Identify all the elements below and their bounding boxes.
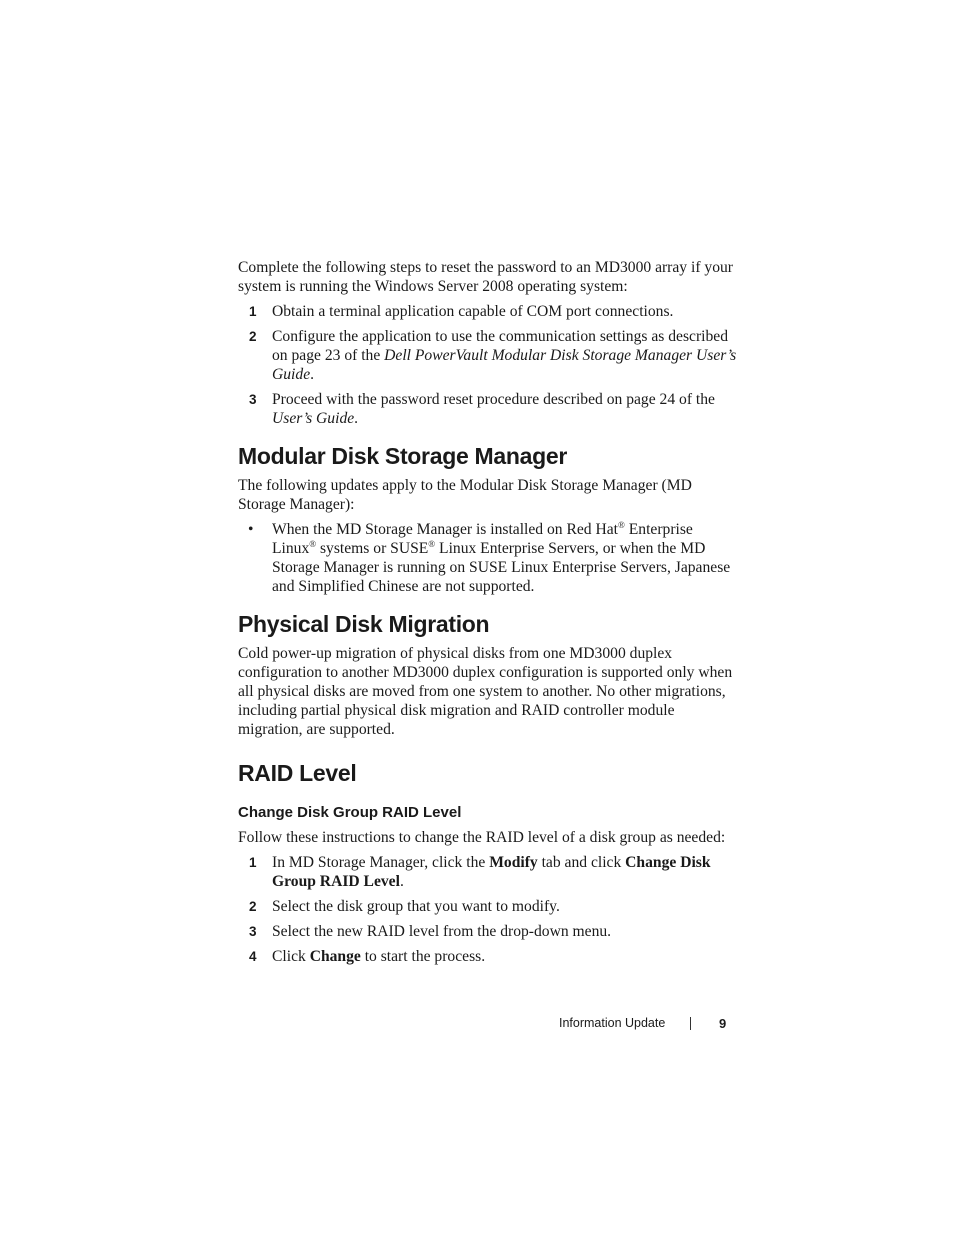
- step-number: 3: [249, 392, 257, 407]
- step-text: Obtain a terminal application capable of COM port connections.: [272, 303, 674, 320]
- ui-term-modify: Modify: [489, 854, 538, 871]
- page-number: 9: [719, 1016, 727, 1031]
- bullet-text-4: Linux Enterprise Servers, or when the MD Storage Manager is running on SUSE Linux Enterprise Servers, Japanese and Simplified Chinese are not supported.: [272, 540, 731, 595]
- reset-step-1: [238, 302, 738, 321]
- raid-step-4: [238, 947, 738, 966]
- step-number: 2: [249, 329, 257, 344]
- guide-title: User’s Guide: [272, 410, 355, 427]
- footer-separator: [690, 1017, 691, 1030]
- intro-paragraph: Complete the following steps to reset the password to an MD3000 array if your system is running the Windows Server 2008 operating system:: [238, 259, 734, 295]
- mdsm-bullet-item: [238, 520, 738, 596]
- heading-raid-level: RAID Level: [238, 760, 357, 786]
- migration-paragraph: Cold power-up migration of physical disks from one MD3000 duplex configuration to another MD3000 duplex configuration is supported only when all physical disks are moved from one system to another. No other migrations, including partial physical disk migration and RAID controller module migration, are supported.: [238, 645, 733, 738]
- bullet-text-2: Enterprise Linux: [272, 521, 693, 557]
- step-number: 3: [249, 924, 257, 939]
- registered-mark: ®: [618, 520, 625, 530]
- raid-step-1: [238, 853, 738, 891]
- reset-step-3: [238, 390, 738, 428]
- raid-intro-paragraph: Follow these instructions to change the RAID level of a disk group as needed:: [238, 829, 726, 846]
- step-text: In MD Storage Manager, click the: [272, 854, 490, 871]
- step-text: Select the new RAID level from the drop-down menu.: [272, 923, 612, 940]
- bullet-text-3: systems or SUSE: [316, 540, 429, 557]
- reset-step-2: [238, 327, 738, 384]
- raid-step-2: [238, 897, 738, 916]
- heading-modular-disk-storage-manager: Modular Disk Storage Manager: [238, 443, 568, 469]
- heading-physical-disk-migration: Physical Disk Migration: [238, 611, 490, 637]
- step-text: Configure the application to use the communication settings as described on page 23 of the: [272, 328, 729, 364]
- guide-title: Dell PowerVault Modular Disk Storage Manager User’s Guide: [272, 347, 737, 383]
- step-number: 4: [249, 949, 257, 964]
- step-text: Select the disk group that you want to modify.: [272, 898, 560, 915]
- page-content: [238, 258, 738, 972]
- step-number: 1: [249, 304, 257, 319]
- step-number: 1: [249, 855, 257, 870]
- footer-title: Information Update: [559, 1016, 666, 1030]
- ui-term-change: Change: [309, 948, 361, 965]
- ui-term-change-disk-group-raid-level: Change Disk Group RAID Level: [272, 854, 711, 890]
- bullet-text-1: When the MD Storage Manager is installed on Red Hat: [272, 521, 619, 538]
- subheading-change-disk-group-raid-level: Change Disk Group RAID Level: [238, 804, 462, 821]
- step-text: Click: [272, 948, 310, 965]
- step-text: Proceed with the password reset procedure described on page 24 of the: [272, 391, 715, 408]
- step-text-end: to start the process.: [360, 948, 486, 965]
- registered-mark: ®: [309, 539, 317, 549]
- bullet-dot: •: [248, 521, 254, 538]
- step-number: 2: [249, 899, 257, 914]
- step-text-end: .: [354, 410, 359, 427]
- raid-step-3: [238, 922, 738, 941]
- step-text: tab and click: [537, 854, 626, 871]
- step-text-end: .: [399, 873, 404, 890]
- mdsm-paragraph: The following updates apply to the Modular Disk Storage Manager (MD Storage Manager):: [238, 477, 692, 513]
- step-text-end: .: [310, 366, 315, 383]
- registered-mark: ®: [428, 539, 436, 549]
